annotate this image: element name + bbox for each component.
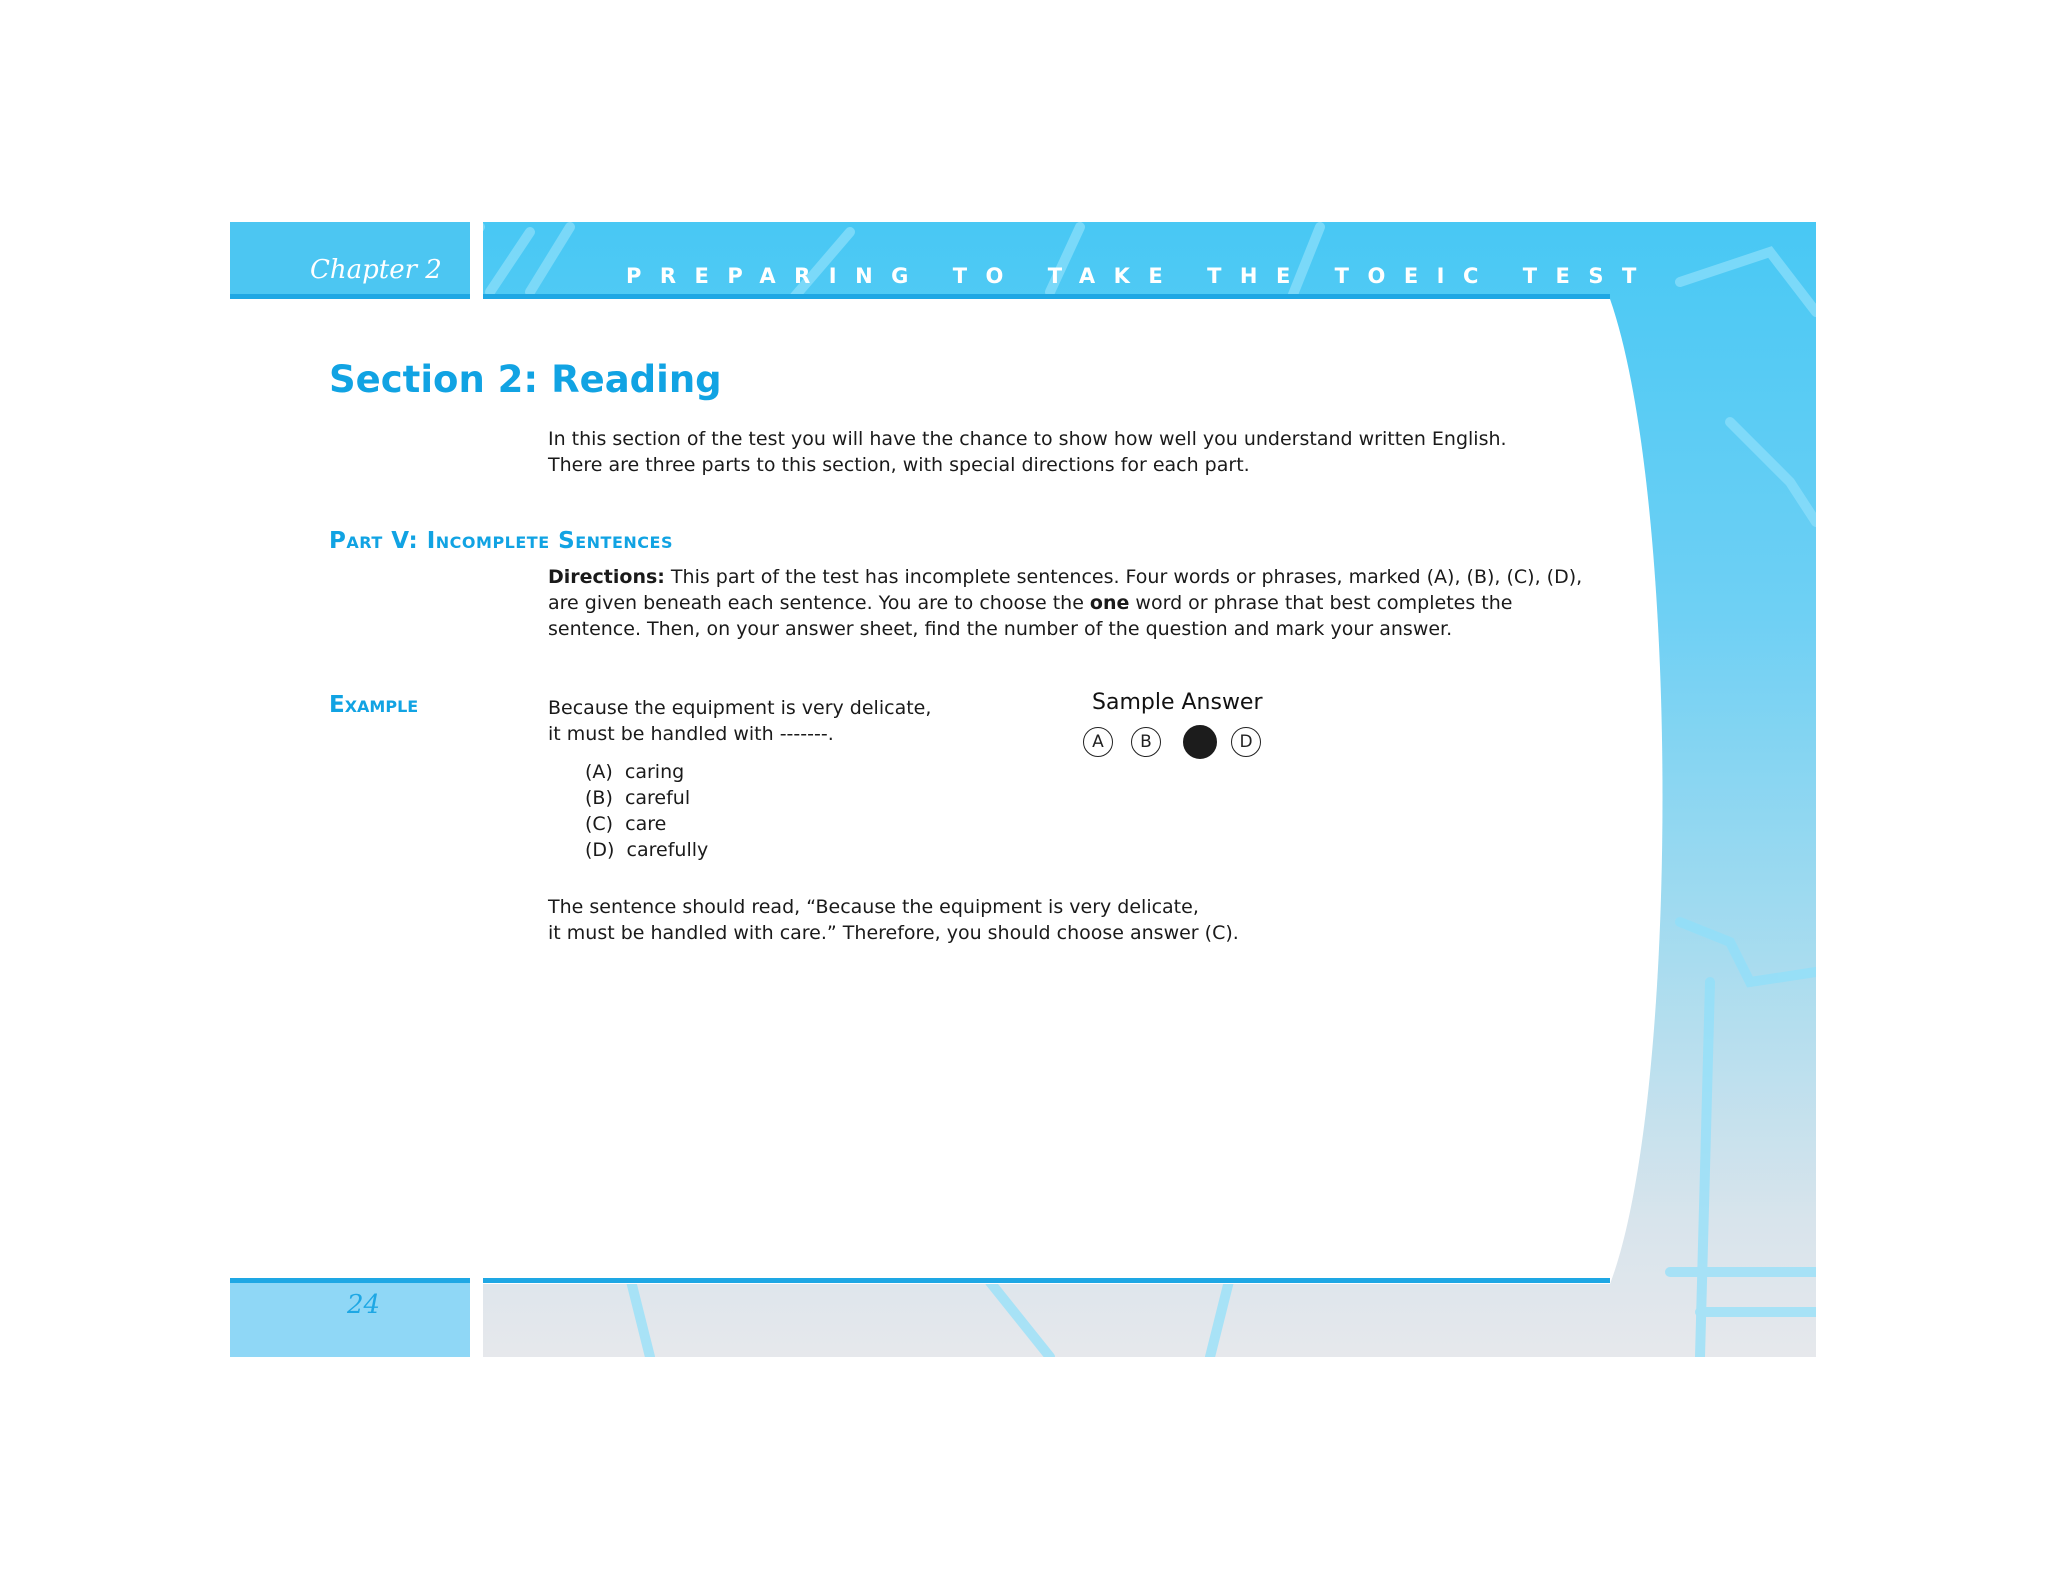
sample-answer-label: Sample Answer: [1092, 690, 1263, 715]
bubble-d: D: [1231, 727, 1261, 757]
bubble-c-filled: [1183, 725, 1217, 759]
intro-line: In this section of the test you will have the chance to show how well you understand written English.: [548, 428, 1507, 450]
footer-gap: [470, 1278, 483, 1358]
running-title: PREPARING TO TAKE THE TOEIC TEST: [626, 264, 1655, 288]
bubble-b: B: [1131, 727, 1161, 757]
explanation-line: it must be handled with care.” Therefore, you should choose answer (C).: [548, 922, 1239, 944]
directions-label: Directions:: [548, 566, 665, 588]
bubble-a: A: [1083, 727, 1113, 757]
choice-d: (D) carefully: [585, 839, 709, 861]
example-sentence: [548, 695, 1028, 747]
intro-line: There are three parts to this section, with special directions for each part.: [548, 454, 1250, 476]
footer-rule: [483, 1278, 1610, 1283]
intro-paragraph: [548, 426, 1588, 478]
example-label: Example: [329, 692, 419, 718]
header-rule: [483, 294, 1610, 299]
directions-text: This part of the test has incomplete sentences. Four words or phrases, marked (A), (B), (C), (D), are given beneath each sentence. You are to choose the: [548, 566, 1583, 614]
page-number: 24: [347, 1290, 381, 1320]
section-title: Section 2: Reading: [329, 358, 722, 401]
directions-text: word or phrase that best completes the sentence. Then, on your answer sheet, find the number of the question and mark your answer.: [548, 592, 1513, 640]
choice-c: (C) care: [585, 813, 667, 835]
directions-paragraph: [548, 564, 1588, 642]
choice-b: (B) careful: [585, 787, 691, 809]
part-heading: Part V: Incomplete Sentences: [329, 528, 673, 554]
chapter-label: Chapter 2: [310, 255, 442, 285]
example-sentence-line: Because the equipment is very delicate,: [548, 697, 932, 719]
directions-emphasis: one: [1089, 592, 1130, 614]
answer-choices: [585, 759, 708, 863]
choice-a: (A) caring: [585, 761, 685, 783]
example-sentence-line: it must be handled with -------.: [548, 723, 834, 745]
header-rule-left: [230, 294, 470, 299]
header-gap: [470, 222, 483, 302]
answer-bubbles: [1083, 727, 1283, 763]
explanation-line: The sentence should read, “Because the equipment is very delicate,: [548, 896, 1199, 918]
explanation-paragraph: [548, 894, 1448, 946]
